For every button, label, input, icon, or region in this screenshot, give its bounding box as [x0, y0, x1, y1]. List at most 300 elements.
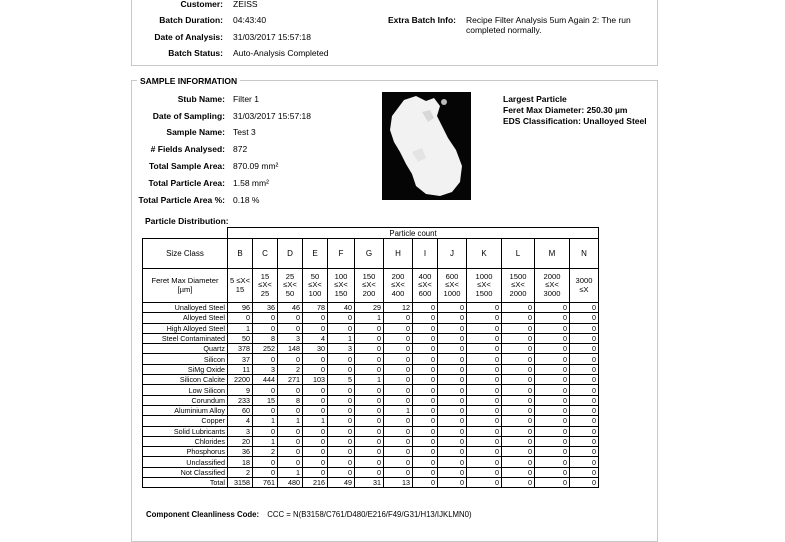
total-particle-area-label: Total Particle Area:	[148, 178, 225, 188]
total-particle-area-value: 1.58 mm²	[233, 178, 269, 188]
count-cell: 0	[413, 416, 438, 426]
count-cell: 0	[535, 303, 570, 313]
count-cell: 0	[413, 364, 438, 374]
count-cell: 0	[438, 416, 467, 426]
count-cell: 4	[303, 333, 328, 343]
count-cell: 4	[228, 416, 253, 426]
size-range-i: 400 ≤X< 600	[413, 269, 438, 303]
count-cell: 3	[253, 364, 278, 374]
size-range-h: 200 ≤X< 400	[384, 269, 413, 303]
table-row	[143, 447, 599, 457]
count-cell: 50	[228, 333, 253, 343]
count-cell: 0	[570, 333, 599, 343]
count-cell: 0	[384, 313, 413, 323]
batch-status-label: Batch Status:	[168, 48, 223, 58]
count-cell: 0	[467, 405, 502, 415]
count-cell: 0	[467, 313, 502, 323]
count-cell: 0	[535, 385, 570, 395]
count-cell: 0	[570, 375, 599, 385]
count-cell: 0	[438, 405, 467, 415]
count-cell: 378	[228, 344, 253, 354]
count-cell: 0	[570, 385, 599, 395]
count-cell: 0	[502, 385, 535, 395]
count-cell: 0	[413, 313, 438, 323]
size-range-g: 150 ≤X< 200	[355, 269, 384, 303]
count-cell: 0	[278, 354, 303, 364]
count-cell: 11	[228, 364, 253, 374]
count-cell: 0	[328, 457, 355, 467]
count-cell: 8	[253, 333, 278, 343]
count-cell: 0	[278, 426, 303, 436]
total-sample-area-value: 870.09 mm²	[233, 161, 279, 171]
count-cell: 0	[570, 426, 599, 436]
count-cell: 252	[253, 344, 278, 354]
size-range-e: 50 ≤X< 100	[303, 269, 328, 303]
row-label: Phosphorus	[143, 447, 228, 457]
count-cell: 0	[535, 467, 570, 477]
count-cell: 0	[413, 426, 438, 436]
count-cell: 0	[570, 447, 599, 457]
extra-info-line2: completed normally.	[466, 25, 542, 35]
count-cell: 0	[328, 436, 355, 446]
customer-value: ZEISS	[233, 0, 258, 9]
count-cell: 0	[467, 364, 502, 374]
count-cell: 0	[253, 457, 278, 467]
count-cell: 761	[253, 478, 278, 488]
count-cell: 0	[328, 354, 355, 364]
count-cell: 0	[570, 364, 599, 374]
count-cell: 0	[467, 447, 502, 457]
size-class-m: M	[535, 239, 570, 269]
count-cell: 0	[502, 323, 535, 333]
table-row	[143, 426, 599, 436]
count-cell: 0	[570, 303, 599, 313]
count-cell: 0	[467, 457, 502, 467]
count-cell: 0	[570, 395, 599, 405]
count-cell: 3	[278, 333, 303, 343]
count-cell: 9	[228, 385, 253, 395]
count-cell: 20	[228, 436, 253, 446]
count-cell: 0	[355, 467, 384, 477]
extra-info-line1: Recipe Filter Analysis 5um Again 2: The run	[466, 15, 631, 25]
count-cell: 0	[303, 405, 328, 415]
count-cell: 0	[303, 385, 328, 395]
count-cell: 0	[413, 333, 438, 343]
sampling-date-label: Date of Sampling:	[152, 111, 225, 121]
count-cell: 36	[253, 303, 278, 313]
count-cell: 0	[413, 375, 438, 385]
count-cell: 0	[413, 385, 438, 395]
count-cell: 0	[355, 436, 384, 446]
size-range-d: 25 ≤X< 50	[278, 269, 303, 303]
fields-analysed-value: 872	[233, 144, 248, 154]
count-cell: 271	[278, 375, 303, 385]
count-cell: 0	[535, 344, 570, 354]
analysis-date-value: 31/03/2017 15:57:18	[233, 32, 311, 42]
count-cell: 0	[502, 303, 535, 313]
count-cell: 0	[502, 395, 535, 405]
largest-particle-title: Largest Particle	[503, 94, 567, 104]
count-cell: 96	[228, 303, 253, 313]
count-cell: 0	[278, 313, 303, 323]
count-cell: 0	[228, 313, 253, 323]
count-cell: 3	[228, 426, 253, 436]
count-cell: 0	[413, 457, 438, 467]
size-class-n: N	[570, 239, 599, 269]
count-cell: 0	[467, 395, 502, 405]
count-cell: 60	[228, 405, 253, 415]
count-cell: 0	[384, 364, 413, 374]
table-row	[143, 323, 599, 333]
count-cell: 40	[328, 303, 355, 313]
count-cell: 0	[467, 354, 502, 364]
count-cell: 78	[303, 303, 328, 313]
row-label: Unalloyed Steel	[143, 303, 228, 313]
row-label: Silicon	[143, 354, 228, 364]
count-cell: 0	[303, 354, 328, 364]
size-range-f: 100 ≤X< 150	[328, 269, 355, 303]
table-row	[143, 375, 599, 385]
count-cell: 0	[570, 467, 599, 477]
count-cell: 1	[355, 313, 384, 323]
count-cell: 3	[328, 344, 355, 354]
count-cell: 0	[384, 375, 413, 385]
count-cell: 1	[253, 436, 278, 446]
size-class-d: D	[278, 239, 303, 269]
size-class-e: E	[303, 239, 328, 269]
size-range-b: 5 ≤X< 15	[228, 269, 253, 303]
count-cell: 0	[355, 385, 384, 395]
count-cell: 0	[384, 385, 413, 395]
count-cell: 0	[328, 426, 355, 436]
count-cell: 0	[438, 364, 467, 374]
count-cell: 3158	[228, 478, 253, 488]
count-cell: 0	[570, 354, 599, 364]
count-cell: 0	[438, 323, 467, 333]
customer-label: Customer:	[180, 0, 223, 9]
count-cell: 2	[253, 447, 278, 457]
count-cell: 0	[502, 436, 535, 446]
sampling-date-value: 31/03/2017 15:57:18	[233, 111, 311, 121]
count-cell: 12	[384, 303, 413, 313]
feret-header: Feret Max Diameter [µm]	[143, 269, 228, 303]
count-cell: 0	[355, 344, 384, 354]
count-cell: 37	[228, 354, 253, 364]
count-cell: 0	[535, 313, 570, 323]
extra-info-label: Extra Batch Info:	[387, 15, 456, 25]
count-cell: 31	[355, 478, 384, 488]
count-cell: 0	[438, 467, 467, 477]
count-cell: 0	[535, 478, 570, 488]
count-cell: 0	[328, 323, 355, 333]
count-cell: 0	[384, 395, 413, 405]
table-row	[143, 344, 599, 354]
count-cell: 0	[438, 303, 467, 313]
count-cell: 1	[384, 405, 413, 415]
table-row	[143, 436, 599, 446]
count-cell: 0	[413, 447, 438, 457]
count-cell: 30	[303, 344, 328, 354]
row-label: Solid Lubricants	[143, 426, 228, 436]
count-cell: 0	[467, 303, 502, 313]
cleanliness-code-value: CCC = N(B3158/C761/D480/E216/F49/G31/H13/IJKLMN0)	[267, 510, 472, 519]
count-cell: 0	[502, 344, 535, 354]
count-cell: 0	[467, 416, 502, 426]
count-cell: 0	[303, 426, 328, 436]
count-cell: 0	[384, 416, 413, 426]
largest-particle-image	[382, 92, 471, 200]
count-cell: 0	[535, 333, 570, 343]
count-cell: 0	[303, 457, 328, 467]
count-cell: 0	[303, 447, 328, 457]
count-cell: 1	[328, 333, 355, 343]
count-cell: 0	[384, 467, 413, 477]
count-cell: 0	[438, 375, 467, 385]
count-cell: 0	[278, 457, 303, 467]
count-cell: 148	[278, 344, 303, 354]
table-row	[143, 333, 599, 343]
size-class-f: F	[328, 239, 355, 269]
count-cell: 0	[278, 323, 303, 333]
size-class-header: Size Class	[143, 239, 228, 269]
count-cell: 0	[253, 354, 278, 364]
count-cell: 0	[413, 303, 438, 313]
size-class-k: K	[467, 239, 502, 269]
count-cell: 0	[328, 385, 355, 395]
count-cell: 0	[535, 447, 570, 457]
count-cell: 0	[535, 457, 570, 467]
count-cell: 0	[502, 426, 535, 436]
count-cell: 0	[384, 344, 413, 354]
size-range-j: 600 ≤X< 1000	[438, 269, 467, 303]
count-cell: 0	[413, 344, 438, 354]
particle-distribution-title: Particle Distribution:	[145, 216, 229, 226]
row-label: Chlorides	[143, 436, 228, 446]
count-cell: 0	[355, 416, 384, 426]
count-cell: 0	[253, 426, 278, 436]
count-cell: 0	[502, 354, 535, 364]
row-label: Aluminium Alloy	[143, 405, 228, 415]
count-cell: 5	[328, 375, 355, 385]
count-cell: 0	[467, 385, 502, 395]
count-cell: 29	[355, 303, 384, 313]
particle-distribution-table	[142, 227, 599, 488]
count-cell: 0	[355, 405, 384, 415]
count-cell: 0	[502, 416, 535, 426]
table-row	[143, 313, 599, 323]
duration-label: Batch Duration:	[159, 15, 223, 25]
count-cell: 0	[535, 323, 570, 333]
particle-area-percent-value: 0.18 %	[233, 195, 260, 205]
count-cell: 0	[328, 395, 355, 405]
count-cell: 103	[303, 375, 328, 385]
count-cell: 0	[413, 405, 438, 415]
count-cell: 480	[278, 478, 303, 488]
count-cell: 0	[438, 333, 467, 343]
count-cell: 0	[438, 457, 467, 467]
size-class-j: J	[438, 239, 467, 269]
count-cell: 2200	[228, 375, 253, 385]
size-class-l: L	[502, 239, 535, 269]
count-cell: 444	[253, 375, 278, 385]
count-cell: 15	[253, 395, 278, 405]
count-cell: 2	[278, 364, 303, 374]
particle-area-percent-label: Total Particle Area %:	[138, 195, 225, 205]
count-cell: 0	[467, 375, 502, 385]
table-row	[143, 467, 599, 477]
count-cell: 0	[355, 426, 384, 436]
table-row	[143, 457, 599, 467]
analysis-date-label: Date of Analysis:	[154, 32, 223, 42]
table-row	[143, 364, 599, 374]
count-cell: 0	[253, 313, 278, 323]
count-cell: 0	[355, 354, 384, 364]
count-cell: 0	[355, 364, 384, 374]
row-label: Quartz	[143, 344, 228, 354]
count-cell: 18	[228, 457, 253, 467]
size-class-h: H	[384, 239, 413, 269]
table-corner-cell	[143, 228, 228, 239]
count-cell: 0	[355, 457, 384, 467]
cleanliness-code	[146, 510, 472, 519]
count-cell: 0	[438, 354, 467, 364]
count-cell: 0	[570, 313, 599, 323]
row-label: Copper	[143, 416, 228, 426]
count-cell: 0	[413, 436, 438, 446]
size-range-k: 1000 ≤X< 1500	[467, 269, 502, 303]
largest-particle-eds: EDS Classification: Unalloyed Steel	[503, 116, 647, 126]
count-cell: 0	[502, 375, 535, 385]
count-cell: 0	[278, 447, 303, 457]
count-cell: 0	[303, 323, 328, 333]
count-cell: 0	[303, 436, 328, 446]
sample-name-label: Sample Name:	[166, 127, 225, 137]
count-cell: 1	[303, 416, 328, 426]
table-row	[143, 395, 599, 405]
size-class-c: C	[253, 239, 278, 269]
count-cell: 13	[384, 478, 413, 488]
size-range-m: 2000 ≤X< 3000	[535, 269, 570, 303]
count-cell: 0	[253, 323, 278, 333]
row-label: Low Silicon	[143, 385, 228, 395]
duration-value: 04:43:40	[233, 15, 267, 25]
count-cell: 0	[413, 323, 438, 333]
table-row	[143, 303, 599, 313]
row-label: SiMg Oxide	[143, 364, 228, 374]
count-cell: 0	[438, 447, 467, 457]
count-cell: 0	[384, 426, 413, 436]
count-cell: 46	[278, 303, 303, 313]
count-cell: 0	[384, 447, 413, 457]
count-cell: 0	[384, 323, 413, 333]
count-cell: 0	[467, 333, 502, 343]
count-cell: 0	[502, 405, 535, 415]
count-cell: 0	[328, 416, 355, 426]
count-cell: 0	[438, 313, 467, 323]
row-label: High Alloyed Steel	[143, 323, 228, 333]
size-range-c: 15 ≤X< 25	[253, 269, 278, 303]
count-cell: 2	[228, 467, 253, 477]
count-cell: 0	[438, 426, 467, 436]
count-cell: 0	[328, 313, 355, 323]
count-cell: 0	[278, 436, 303, 446]
count-cell: 8	[278, 395, 303, 405]
count-cell: 0	[467, 323, 502, 333]
count-cell: 0	[570, 344, 599, 354]
count-cell: 0	[570, 478, 599, 488]
row-label: Unclassified	[143, 457, 228, 467]
count-cell: 0	[303, 313, 328, 323]
count-cell: 0	[328, 364, 355, 374]
table-row	[143, 478, 599, 488]
count-cell: 0	[384, 457, 413, 467]
count-cell: 0	[413, 478, 438, 488]
count-cell: 0	[438, 395, 467, 405]
count-cell: 0	[355, 323, 384, 333]
size-range-l: 1500 ≤X< 2000	[502, 269, 535, 303]
largest-particle-feret: Feret Max Diameter: 250.30 µm	[503, 105, 628, 115]
count-cell: 0	[303, 467, 328, 477]
count-cell: 0	[502, 467, 535, 477]
total-sample-area-label: Total Sample Area:	[148, 161, 225, 171]
count-cell: 216	[303, 478, 328, 488]
count-cell: 1	[278, 467, 303, 477]
count-cell: 0	[384, 354, 413, 364]
count-cell: 0	[535, 364, 570, 374]
count-cell: 1	[278, 416, 303, 426]
row-label: Corundum	[143, 395, 228, 405]
row-label: Steel Contaminated	[143, 333, 228, 343]
count-cell: 0	[438, 436, 467, 446]
count-cell: 0	[253, 405, 278, 415]
count-cell: 0	[253, 385, 278, 395]
count-cell: 0	[384, 436, 413, 446]
count-cell: 0	[535, 405, 570, 415]
count-cell: 0	[328, 467, 355, 477]
count-cell: 0	[535, 426, 570, 436]
count-cell: 0	[502, 333, 535, 343]
particle-count-header: Particle count	[228, 228, 599, 239]
count-cell: 0	[303, 364, 328, 374]
count-cell: 0	[355, 333, 384, 343]
count-cell: 0	[253, 467, 278, 477]
cleanliness-code-label: Component Cleanliness Code:	[146, 510, 260, 519]
count-cell: 0	[328, 405, 355, 415]
size-class-b: B	[228, 239, 253, 269]
table-row	[143, 354, 599, 364]
count-cell: 0	[467, 344, 502, 354]
count-cell: 0	[502, 457, 535, 467]
count-cell: 0	[502, 478, 535, 488]
count-cell: 0	[570, 323, 599, 333]
size-range-n: 3000 ≤X	[570, 269, 599, 303]
row-label: Total	[143, 478, 228, 488]
count-cell: 0	[438, 478, 467, 488]
row-label: Not Classified	[143, 467, 228, 477]
count-cell: 0	[355, 395, 384, 405]
count-cell: 0	[303, 395, 328, 405]
count-cell: 0	[535, 416, 570, 426]
batch-status-value: Auto-Analysis Completed	[233, 48, 329, 58]
count-cell: 0	[535, 375, 570, 385]
count-cell: 0	[355, 447, 384, 457]
sample-name-value: Test 3	[233, 127, 256, 137]
count-cell: 0	[438, 344, 467, 354]
stub-name-label: Stub Name:	[177, 94, 225, 104]
count-cell: 0	[467, 467, 502, 477]
count-cell: 0	[413, 395, 438, 405]
count-cell: 0	[413, 354, 438, 364]
